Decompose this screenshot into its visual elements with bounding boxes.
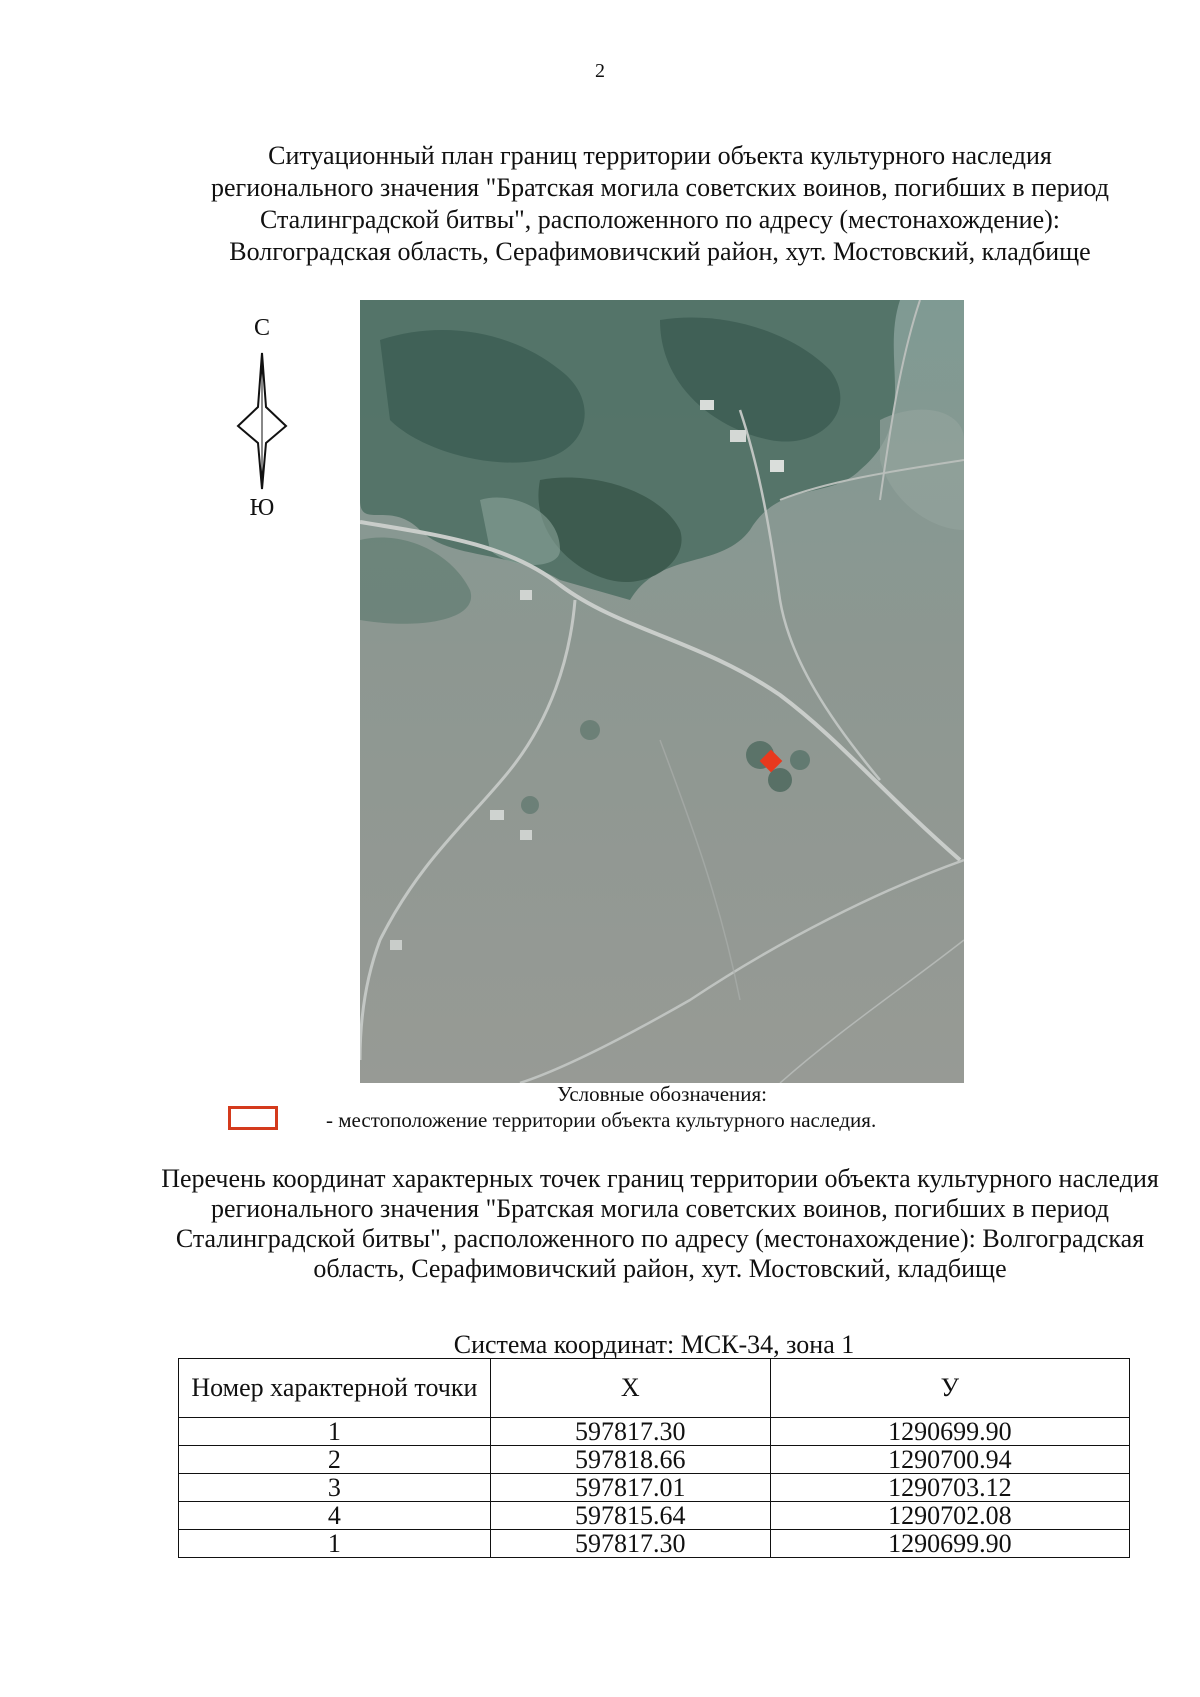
coordinates-title: Перечень координат характерных точек границ территории объекта культурного наследия регионального значения "Братская могила советских воинов, погибших в период Сталинградской битвы", расположенного по адресу (местонахождение): Волгоградская область, Серафимовичский район, хут. Мостовский, кладбище [161,1164,1159,1283]
header-point-number: Номер характерной точки [179,1359,491,1418]
cell-x: 597818.66 [490,1446,770,1474]
cell-x: 597817.01 [490,1474,770,1502]
cell-y: 1290699.90 [770,1418,1129,1446]
cell-x: 597815.64 [490,1502,770,1530]
satellite-map-image [360,300,964,1083]
table-row [179,1530,1130,1558]
table-header-row [179,1359,1130,1418]
cell-point-number: 4 [179,1502,491,1530]
cell-y: 1290703.12 [770,1474,1129,1502]
plan-title: Ситуационный план границ территории объекта культурного наследия регионального значения "Братская могила советских воинов, погибших в период Сталинградской битвы", расположенного по адресу (местонахождение): Волгоградская область, Серафимовичский район, хут. Мостовский, кладбище [210,141,1109,266]
cell-point-number: 1 [179,1418,491,1446]
table-row [179,1502,1130,1530]
compass-arrow-icon [230,351,294,491]
cell-y: 1290700.94 [770,1446,1129,1474]
satellite-map [360,300,964,1083]
legend-swatch-red [228,1106,278,1130]
legend-title: Условные обозначения: [556,1082,768,1106]
cell-y: 1290699.90 [770,1530,1129,1558]
header-x: X [490,1359,770,1418]
coordinate-system-label: Система координат: МСК-34, зона 1 [453,1330,855,1359]
cell-point-number: 2 [179,1446,491,1474]
cell-x: 597817.30 [490,1530,770,1558]
header-y: У [770,1359,1129,1418]
cell-point-number: 3 [179,1474,491,1502]
page-number: 2 [595,60,605,82]
coordinates-table [178,1358,1130,1558]
south-label: Ю [249,495,275,521]
legend-item-text: - местоположение территории объекта культурного наследия. [326,1108,877,1132]
table-row [179,1446,1130,1474]
cell-x: 597817.30 [490,1418,770,1446]
north-arrow [230,315,294,525]
cell-point-number: 1 [179,1530,491,1558]
north-label: С [253,315,270,341]
cell-y: 1290702.08 [770,1502,1129,1530]
table-row [179,1474,1130,1502]
table-row [179,1418,1130,1446]
